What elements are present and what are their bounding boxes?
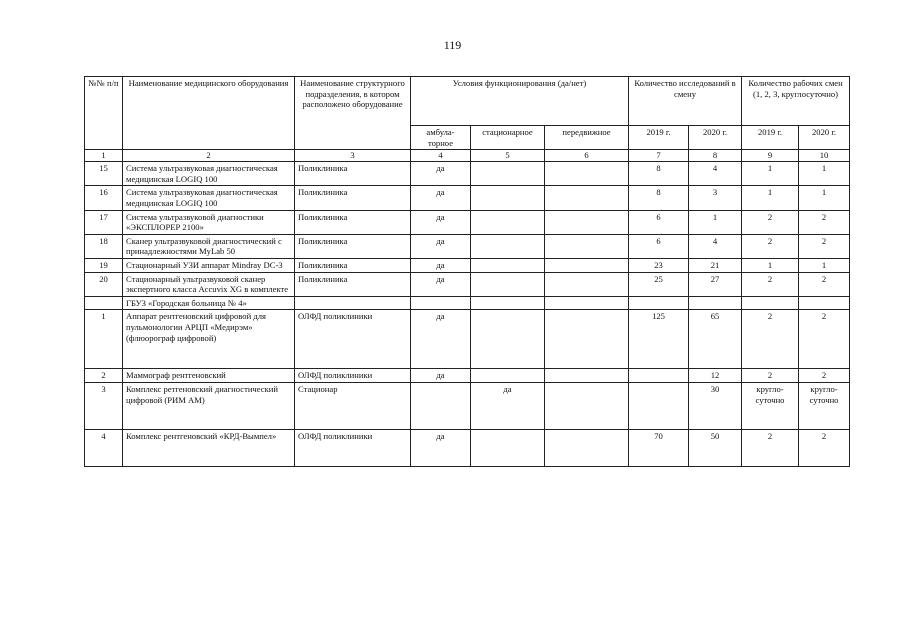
row-shifts-2019: 2 [742, 272, 799, 296]
row-studies-2019: 6 [629, 210, 689, 234]
row-equipment: Сканер ультразвуковой диагностический с принадлежностями MyLab 50 [123, 234, 295, 258]
row-department: Стационар [295, 382, 411, 429]
table-row [85, 210, 850, 234]
row-num: 18 [85, 234, 123, 258]
table-row [85, 382, 850, 429]
row-num: 3 [85, 382, 123, 429]
row-studies-2019: 125 [629, 310, 689, 369]
row-inpatient [471, 186, 545, 210]
row-num: 19 [85, 258, 123, 272]
row-studies-2019: 23 [629, 258, 689, 272]
subheader-outpatient: амбула-торное [411, 126, 471, 150]
section-title: ГБУЗ «Городская больница № 4» [123, 296, 295, 310]
row-shifts-2020: 2 [799, 369, 850, 383]
row-outpatient: да [411, 310, 471, 369]
column-number: 2 [123, 150, 295, 162]
row-equipment: Система ультразвуковая диагностическая медицинская LOGIQ 100 [123, 186, 295, 210]
row-outpatient [411, 382, 471, 429]
row-studies-2020: 4 [689, 234, 742, 258]
column-number: 3 [295, 150, 411, 162]
row-num: 20 [85, 272, 123, 296]
row-inpatient [471, 162, 545, 186]
row-inpatient [471, 429, 545, 466]
row-shifts-2020: 2 [799, 429, 850, 466]
row-num: 17 [85, 210, 123, 234]
row-shifts-2020: 1 [799, 258, 850, 272]
row-equipment: Комплекс ретгеновский диагностический цифровой (РИМ АМ) [123, 382, 295, 429]
column-number: 6 [545, 150, 629, 162]
section-row [85, 296, 850, 310]
row-outpatient: да [411, 369, 471, 383]
row-shifts-2019: 1 [742, 186, 799, 210]
row-studies-2019: 8 [629, 162, 689, 186]
column-numbers-row [85, 150, 850, 162]
row-department: ОЛФД поликлиники [295, 369, 411, 383]
table-row [85, 429, 850, 466]
row-inpatient [471, 258, 545, 272]
column-number: 7 [629, 150, 689, 162]
row-studies-2019: 25 [629, 272, 689, 296]
row-department: ОЛФД поликлиники [295, 310, 411, 369]
equipment-table [84, 76, 850, 467]
row-outpatient: да [411, 162, 471, 186]
row-studies-2020: 27 [689, 272, 742, 296]
row-mobile [545, 382, 629, 429]
row-num: 4 [85, 429, 123, 466]
row-studies-2019: 8 [629, 186, 689, 210]
row-outpatient: да [411, 272, 471, 296]
row-shifts-2020: 2 [799, 272, 850, 296]
row-studies-2020: 30 [689, 382, 742, 429]
row-studies-2020: 3 [689, 186, 742, 210]
table-row [85, 186, 850, 210]
row-shifts-2019: 1 [742, 258, 799, 272]
row-mobile [545, 210, 629, 234]
row-num: 2 [85, 369, 123, 383]
table-row [85, 258, 850, 272]
row-mobile [545, 310, 629, 369]
row-department: Поликлиника [295, 162, 411, 186]
row-studies-2020: 4 [689, 162, 742, 186]
row-department: ОЛФД поликлиники [295, 429, 411, 466]
table-row [85, 162, 850, 186]
row-mobile [545, 234, 629, 258]
row-studies-2020: 65 [689, 310, 742, 369]
row-outpatient: да [411, 234, 471, 258]
row-shifts-2020: 2 [799, 234, 850, 258]
row-shifts-2020: 2 [799, 210, 850, 234]
row-inpatient: да [471, 382, 545, 429]
row-mobile [545, 258, 629, 272]
subheader-shifts-2020: 2020 г. [799, 126, 850, 150]
row-department: Поликлиника [295, 272, 411, 296]
row-outpatient: да [411, 186, 471, 210]
row-equipment: Система ультразвуковая диагностическая медицинская LOGIQ 100 [123, 162, 295, 186]
row-studies-2020: 21 [689, 258, 742, 272]
row-shifts-2020: кругло-суточно [799, 382, 850, 429]
row-mobile [545, 162, 629, 186]
row-num: 1 [85, 310, 123, 369]
table-row [85, 310, 850, 369]
row-studies-2019: 70 [629, 429, 689, 466]
header-studies: Количество исследований в смену [629, 77, 742, 126]
row-studies-2020: 1 [689, 210, 742, 234]
row-num: 15 [85, 162, 123, 186]
header-shifts: Количество рабочих смен (1, 2, 3, круглосуточно) [742, 77, 850, 126]
row-department: Поликлиника [295, 258, 411, 272]
row-studies-2019 [629, 382, 689, 429]
row-shifts-2019: 2 [742, 369, 799, 383]
row-equipment: Стационарный ультразвуковой сканер экспертного класса Accuvix XG в комплекте [123, 272, 295, 296]
row-studies-2019: 6 [629, 234, 689, 258]
header-equipment: Наименование медицинского оборудования [123, 77, 295, 150]
row-studies-2019 [629, 369, 689, 383]
subheader-mobile: передвижное [545, 126, 629, 150]
row-shifts-2019: 2 [742, 210, 799, 234]
row-shifts-2020: 1 [799, 186, 850, 210]
row-inpatient [471, 310, 545, 369]
column-number: 8 [689, 150, 742, 162]
column-number: 4 [411, 150, 471, 162]
row-outpatient: да [411, 258, 471, 272]
column-number: 10 [799, 150, 850, 162]
row-studies-2020: 50 [689, 429, 742, 466]
row-mobile [545, 186, 629, 210]
row-department: Поликлиника [295, 210, 411, 234]
row-mobile [545, 429, 629, 466]
table-row [85, 272, 850, 296]
row-shifts-2020: 2 [799, 310, 850, 369]
table-row [85, 369, 850, 383]
row-equipment: Маммограф рентгеновский [123, 369, 295, 383]
header-num: №№ п/п [85, 77, 123, 150]
row-mobile [545, 369, 629, 383]
row-shifts-2019: 2 [742, 310, 799, 369]
row-inpatient [471, 369, 545, 383]
row-equipment: Аппарат рентгеновский цифровой для пульмонологии АРЦП «Медирэм» (флюорограф цифровой) [123, 310, 295, 369]
subheader-shifts-2019: 2019 г. [742, 126, 799, 150]
column-number: 1 [85, 150, 123, 162]
row-inpatient [471, 210, 545, 234]
row-department: Поликлиника [295, 186, 411, 210]
row-equipment: Комплекс рентгеновский «КРД-Вымпел» [123, 429, 295, 466]
row-shifts-2019: кругло-суточно [742, 382, 799, 429]
header-department: Наименование структурного подразделения, в котором расположено оборудование [295, 77, 411, 150]
row-studies-2020: 12 [689, 369, 742, 383]
subheader-inpatient: стационарное [471, 126, 545, 150]
header-conditions: Условия функционирования (да/нет) [411, 77, 629, 126]
row-shifts-2019: 2 [742, 234, 799, 258]
row-department: Поликлиника [295, 234, 411, 258]
row-shifts-2020: 1 [799, 162, 850, 186]
column-number: 5 [471, 150, 545, 162]
row-equipment: Стационарный УЗИ аппарат Mindray DC-3 [123, 258, 295, 272]
row-num: 16 [85, 186, 123, 210]
page-number: 119 [443, 38, 462, 52]
row-mobile [545, 272, 629, 296]
row-outpatient: да [411, 210, 471, 234]
row-shifts-2019: 1 [742, 162, 799, 186]
row-shifts-2019: 2 [742, 429, 799, 466]
column-number: 9 [742, 150, 799, 162]
subheader-studies-2020: 2020 г. [689, 126, 742, 150]
row-equipment: Система ультразвуковой диагностики «ЭКСПЛОРЕР 2100» [123, 210, 295, 234]
row-inpatient [471, 234, 545, 258]
table-row [85, 234, 850, 258]
row-outpatient: да [411, 429, 471, 466]
row-inpatient [471, 272, 545, 296]
subheader-studies-2019: 2019 г. [629, 126, 689, 150]
